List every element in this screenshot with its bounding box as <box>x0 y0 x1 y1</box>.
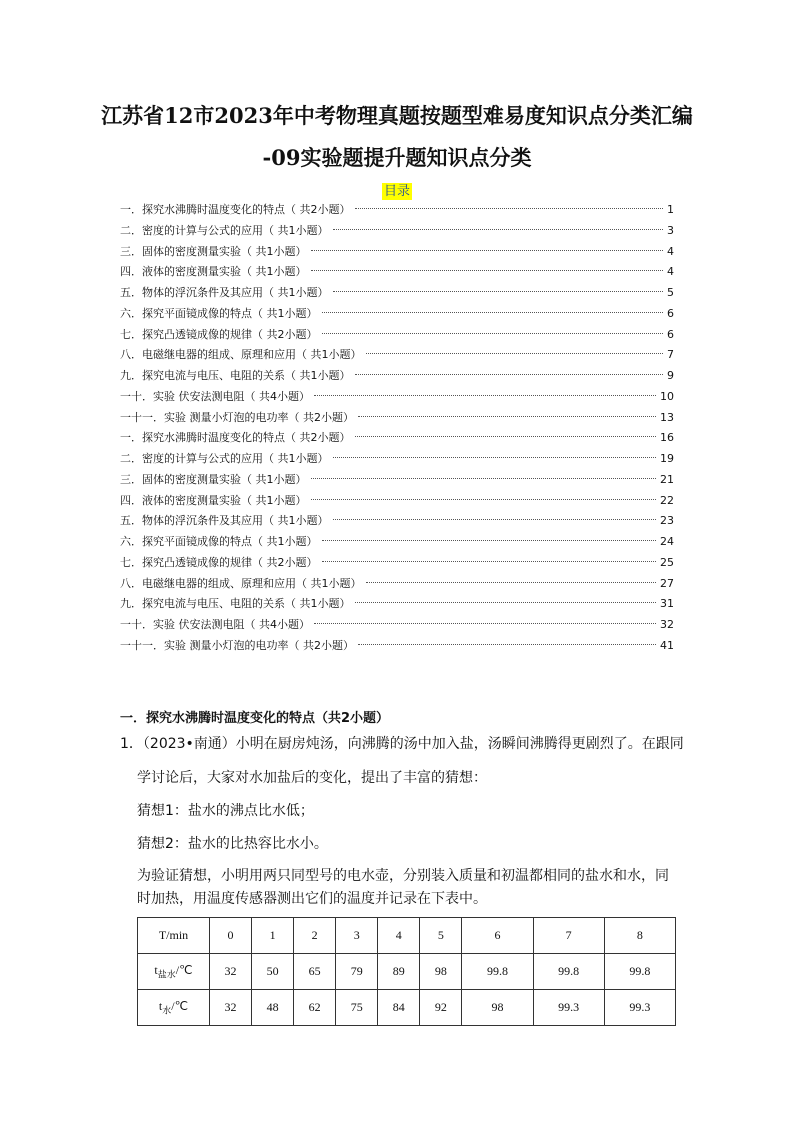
toc-entry-label: 六．探究平面镜成像的特点（ 共1小题） <box>120 535 318 548</box>
toc-entry[interactable] <box>120 574 674 595</box>
table-cell: 99.8 <box>462 954 533 990</box>
toc-entry-page: 31 <box>660 597 674 611</box>
table-cell: 8 <box>604 918 675 954</box>
toc-entry-page: 1 <box>667 203 674 216</box>
toc-entry-label: 三．固体的密度测量实验（ 共1小题） <box>120 472 307 486</box>
toc-leader-dots <box>311 250 664 251</box>
toc-leader-dots <box>322 333 664 334</box>
toc-entry[interactable] <box>120 304 674 325</box>
toc-entry-page: 27 <box>660 576 674 590</box>
toc-leader-dots <box>322 540 657 541</box>
table-of-contents <box>120 200 674 657</box>
row-label-subscript: 盐水 <box>157 969 176 980</box>
toc-leader-dots <box>355 208 664 209</box>
toc-entry-label: 六．探究平面镜成像的特点（ 共1小题） <box>120 306 318 320</box>
toc-entry-label: 一．探究水沸腾时温度变化的特点（ 共2小题） <box>120 203 351 216</box>
table-cell: 1 <box>252 918 294 954</box>
table-cell: 4 <box>378 918 420 954</box>
toc-entry[interactable] <box>120 387 674 408</box>
toc-leader-dots <box>311 499 657 500</box>
toc-entry-page: 4 <box>667 265 674 279</box>
table-header-cell <box>138 954 210 990</box>
guess-1: 猜想1：盐水的沸点比水低； <box>137 803 314 819</box>
row-label-subscript: 水 <box>162 1005 172 1016</box>
toc-entry-page: 25 <box>660 555 674 569</box>
table-cell: 48 <box>252 990 294 1026</box>
question-1-line-1: 1．（2023•南通）小明在厨房炖汤，向沸腾的汤中加入盐，汤瞬间沸腾得更剧烈了。在跟同 <box>120 736 684 752</box>
toc-entry-label: 八．电磁继电器的组成、原理和应用（ 共1小题） <box>120 576 362 590</box>
toc-entry-label: 一十．实验 伏安法测电阻（ 共4小题） <box>120 389 310 403</box>
toc-entry[interactable] <box>120 553 674 574</box>
table-cell: 7 <box>533 918 604 954</box>
toc-entry[interactable] <box>120 325 674 346</box>
toc-entry-page: 41 <box>660 638 674 652</box>
row-label-unit: /℃ <box>175 962 193 977</box>
toc-leader-dots <box>355 374 664 375</box>
row-label-prefix: t <box>154 962 158 977</box>
table-cell: 99.3 <box>604 990 675 1026</box>
toc-leader-dots <box>311 478 657 479</box>
table-cell: 62 <box>294 990 336 1026</box>
toc-leader-dots <box>314 395 656 396</box>
title-line-1: 江苏省12市2023年中考物理真题按题型难易度知识点分类汇编 <box>101 103 693 128</box>
toc-entry[interactable] <box>120 594 674 615</box>
question-1-line-3: 为验证猜想，小明用两只同型号的电水壶，分别装入质量和初温都相同的盐水和水，同 <box>137 868 669 884</box>
table-cell: 92 <box>420 990 462 1026</box>
table-cell: 84 <box>378 990 420 1026</box>
toc-heading <box>0 180 794 199</box>
table-cell: 50 <box>252 954 294 990</box>
toc-entry-label: 八．电磁继电器的组成、原理和应用（ 共1小题） <box>120 348 362 362</box>
table-cell: 99.8 <box>533 954 604 990</box>
toc-entry-label: 五．物体的浮沉条件及其应用（ 共1小题） <box>120 514 329 528</box>
toc-entry[interactable] <box>120 242 674 263</box>
toc-leader-dots <box>333 457 657 458</box>
table-header-cell <box>138 990 210 1026</box>
table-row-time <box>138 918 676 954</box>
toc-leader-dots <box>355 436 657 437</box>
title-line-2: -09实验题提升题知识点分类 <box>262 145 532 170</box>
toc-entry-label: 二．密度的计算与公式的应用（ 共1小题） <box>120 223 329 237</box>
toc-entry-page: 9 <box>667 369 674 382</box>
toc-entry[interactable] <box>120 449 674 470</box>
table-cell: 5 <box>420 918 462 954</box>
toc-entry-page: 7 <box>667 348 674 362</box>
toc-entry-label: 三．固体的密度测量实验（ 共1小题） <box>120 244 307 258</box>
toc-entry[interactable] <box>120 345 674 366</box>
question-1-line-2: 学讨论后，大家对水加盐后的变化，提出了丰富的猜想： <box>137 770 487 786</box>
toc-entry-page: 22 <box>660 493 674 507</box>
toc-entry[interactable] <box>120 511 674 532</box>
toc-entry-label: 二．密度的计算与公式的应用（ 共1小题） <box>120 452 329 465</box>
toc-entry-label: 一十一．实验 测量小灯泡的电功率（ 共2小题） <box>120 410 354 424</box>
toc-leader-dots <box>314 623 656 624</box>
toc-leader-dots <box>322 312 664 313</box>
toc-entry[interactable] <box>120 262 674 283</box>
table-cell: 3 <box>336 918 378 954</box>
temperature-table <box>137 917 676 1026</box>
table-cell: 79 <box>336 954 378 990</box>
table-cell: 89 <box>378 954 420 990</box>
table-cell: 65 <box>294 954 336 990</box>
table-cell: 0 <box>210 918 252 954</box>
toc-entry-label: 一．探究水沸腾时温度变化的特点（ 共2小题） <box>120 431 351 445</box>
toc-leader-dots <box>333 229 664 230</box>
toc-entry-page: 19 <box>660 452 674 465</box>
toc-entry-page: 21 <box>660 472 674 486</box>
toc-entry-page: 3 <box>667 223 674 237</box>
table-cell: 98 <box>420 954 462 990</box>
toc-leader-dots <box>333 291 664 292</box>
toc-entry-label: 七．探究凸透镜成像的规律（ 共2小题） <box>120 555 318 569</box>
toc-entry-page: 5 <box>667 286 674 299</box>
toc-entry[interactable] <box>120 283 674 304</box>
toc-leader-dots <box>355 602 657 603</box>
toc-entry[interactable] <box>120 408 674 429</box>
toc-entry-page: 32 <box>660 618 674 631</box>
toc-leader-dots <box>322 561 657 562</box>
toc-entry[interactable] <box>120 221 674 242</box>
table-row-salt-water <box>138 954 676 990</box>
table-cell: 2 <box>294 918 336 954</box>
toc-entry-label: 九．探究电流与电压、电阻的关系（ 共1小题） <box>120 597 351 611</box>
table-row-water <box>138 990 676 1026</box>
toc-heading-text[interactable]: 目录 <box>383 184 410 199</box>
toc-entry-page: 13 <box>660 410 674 424</box>
toc-entry[interactable] <box>120 532 674 553</box>
toc-entry-label: 一十一．实验 测量小灯泡的电功率（ 共2小题） <box>120 638 354 652</box>
table-header-cell: T/min <box>138 918 210 954</box>
table-cell: 32 <box>210 954 252 990</box>
section-heading: 一．探究水沸腾时温度变化的特点（共2小题） <box>120 711 390 726</box>
guess-2: 猜想2：盐水的比热容比水小。 <box>137 836 328 852</box>
toc-entry[interactable] <box>120 470 674 491</box>
toc-entry-page: 16 <box>660 431 674 445</box>
toc-entry-page: 24 <box>660 535 674 548</box>
toc-entry-label: 一十．实验 伏安法测电阻（ 共4小题） <box>120 618 310 631</box>
toc-leader-dots <box>366 582 657 583</box>
toc-entry[interactable] <box>120 428 674 449</box>
toc-entry-page: 6 <box>667 327 674 341</box>
question-1-line-4: 时加热，用温度传感器测出它们的温度并记录在下表中。 <box>137 891 487 907</box>
table-cell: 6 <box>462 918 533 954</box>
toc-entry-page: 4 <box>667 244 674 258</box>
table-cell: 99.3 <box>533 990 604 1026</box>
toc-entry[interactable] <box>120 200 674 221</box>
toc-leader-dots <box>366 353 664 354</box>
row-label-unit: /℃ <box>171 998 189 1013</box>
toc-entry-label: 五．物体的浮沉条件及其应用（ 共1小题） <box>120 286 329 299</box>
table-cell: 99.8 <box>604 954 675 990</box>
toc-leader-dots <box>358 644 656 645</box>
toc-leader-dots <box>358 416 656 417</box>
toc-entry[interactable] <box>120 636 674 657</box>
toc-entry-label: 七．探究凸透镜成像的规律（ 共2小题） <box>120 327 318 341</box>
toc-entry[interactable] <box>120 366 674 387</box>
toc-leader-dots <box>311 270 664 271</box>
toc-leader-dots <box>333 519 657 520</box>
table-cell: 32 <box>210 990 252 1026</box>
toc-entry-label: 四．液体的密度测量实验（ 共1小题） <box>120 493 307 507</box>
toc-entry[interactable] <box>120 491 674 512</box>
toc-entry-page: 6 <box>667 306 674 320</box>
toc-entry[interactable] <box>120 615 674 636</box>
table-cell: 75 <box>336 990 378 1026</box>
table-cell: 98 <box>462 990 533 1026</box>
toc-entry-label: 四．液体的密度测量实验（ 共1小题） <box>120 265 307 279</box>
toc-entry-label: 九．探究电流与电压、电阻的关系（ 共1小题） <box>120 369 351 382</box>
toc-entry-page: 23 <box>660 514 674 528</box>
row-label-prefix: t <box>158 998 163 1013</box>
toc-entry-page: 10 <box>660 389 674 403</box>
